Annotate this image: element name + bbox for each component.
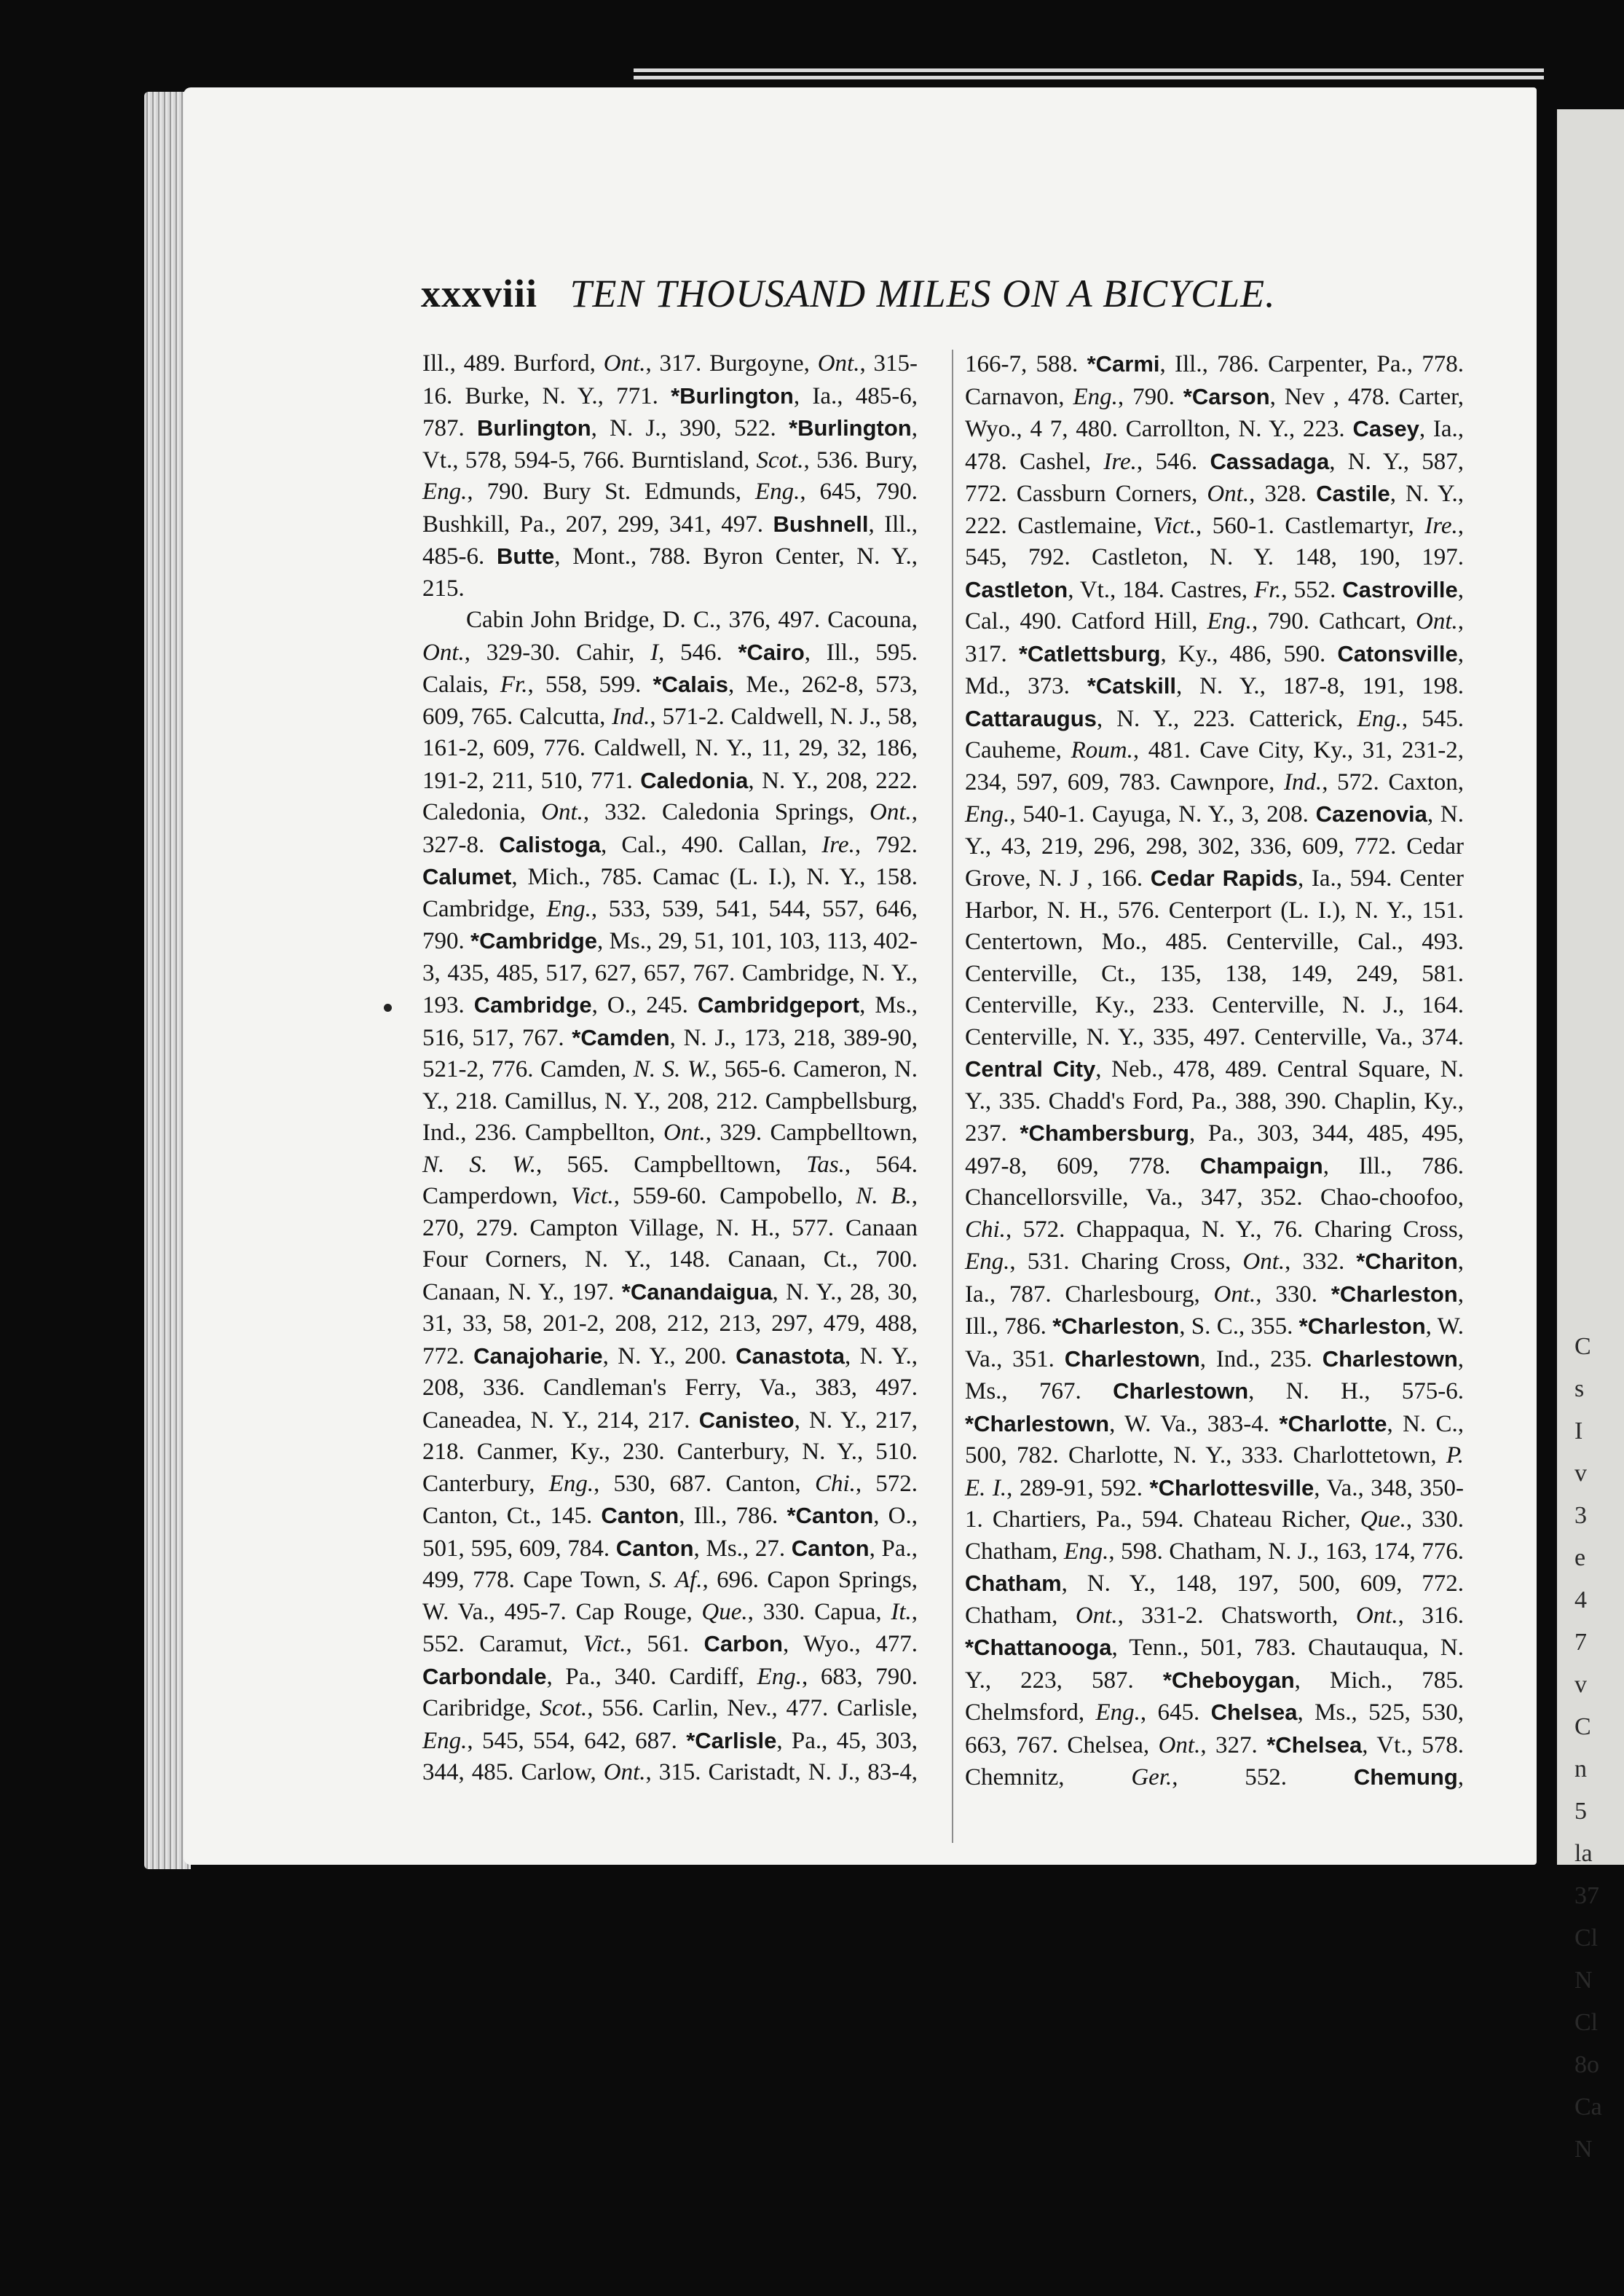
facing-page-fragment: 5 bbox=[1574, 1798, 1587, 1825]
spine-rule-bottom bbox=[634, 76, 1544, 79]
facing-page-fragment: 7 bbox=[1574, 1629, 1587, 1656]
facing-page-fragment: s bbox=[1574, 1375, 1585, 1402]
facing-page-fragment: 4 bbox=[1574, 1587, 1587, 1613]
index-column-right bbox=[965, 348, 1464, 1794]
facing-page-fragment: v bbox=[1574, 1460, 1587, 1487]
facing-page-fragment: Cl bbox=[1574, 2009, 1599, 2036]
book-title: TEN THOUSAND MILES ON A BICYCLE. bbox=[569, 272, 1276, 315]
facing-page-fragment: 3 bbox=[1574, 1502, 1587, 1529]
facing-page-fragment: Cl bbox=[1574, 1925, 1599, 1951]
facing-page-fragment: 8o bbox=[1574, 2051, 1599, 2078]
facing-page-strip bbox=[1557, 109, 1624, 2163]
facing-page-fragment: N bbox=[1574, 2136, 1593, 2163]
index-paragraph: Ill., 489. Burford, Ont., 317. Burgoyne, Ont., 315-16. Burke, N. Y., 771. *Burlington, Ia., 485-6, 787. Burlington, N. J., 390, 522. *Burlington, Vt., 578, 594-5, 766. Burntisland, Scot., 536. Bury, Eng., 790. Bury St. Edmunds, Eng., 645, 790. Bushkill, Pa., 207, 299, 341, 497. Bushnell, Ill., 485-6. Butte, Mont., 788. Byron Center, N. Y., 215. bbox=[422, 350, 918, 602]
index-paragraph: Cabin John Bridge, D. C., 376, 497. Cacouna, Ont., 329-30. Cahir, I, 546. *Cairo, Ill., 595. Calais, Fr., 558, 599. *Calais, Me., 262-8, 573, 609, 765. Calcutta, Ind., 571-2. Caldwell, N. J., 58, 161-2, 609, 776. Caldwell, N. Y., 11, 29, 32, 186, 191-2, 211, 510, 771. Caledonia, N. Y., 208, 222. Caledonia, Ont., 332. Caledonia Springs, Ont., 327-8. Calistoga, Cal., 490. Callan, Ire., 792. Calumet, Mich., 785. Camac (L. I.), N. Y., 158. Cambridge, Eng., 533, 539, 541, 544, 557, 646, 790. *Cambridge, Ms., 29, 51, 101, 103, 113, 402-3, 435, 485, 517, 627, 657, 767. Cambridge, N. Y., 193. Cambridge, O., 245. Cambridgeport, Ms., 516, 517, 767. *Camden, N. J., 173, 218, 389-90, 521-2, 776. Camden, N. S. W., 565-6. Cameron, N. Y., 218. Camillus, N. Y., 208, 212. Campbellsburg, Ind., 236. Campbellton, Ont., 329. Campbelltown, N. S. W., 565. Campbelltown, Tas., 564. Camperdown, Vict., 559-60. Campobello, N. B., 270, 279. Campton Village, N. H., 577. Canaan Four Corners, N. Y., 148. Canaan, Ct., 700. Canaan, N. Y., 197. *Canandaigua, N. Y., 28, 30, 31, 33, 58, 201-2, 208, 212, 213, 297, 479, 488, 772. Canajoharie, N. Y., 200. Canastota, N. Y., 208, 336. Candleman's Ferry, Va., 383, 497. Caneadea, N. Y., 214, 217. Canisteo, N. Y., 217, 218. Canmer, Ky., 230. Canterbury, N. Y., 510. Canterbury, Eng., 530, 687. Canton, Chi., 572. Canton, Ct., 145. Canton, Ill., 786. *Canton, O., 501, 595, 609, 784. Canton, Ms., 27. Canton, Pa., 499, 778. Cape Town, S. Af., 696. Capon Springs, W. Va., 495-7. Cap Rouge, Que., 330. Capua, It., 552. Caramut, Vict., 561. Carbon, Wyo., 477. Carbondale, Pa., 340. Cardiff, Eng., 683, 790. Caribridge, Scot., 556. Carlin, Nev., 477. Carlisle, Eng., 545, 554, 642, 687. *Carlisle, Pa., 45, 303, 344, 485. Carlow, Ont., 315. Caristadt, N. J., 83-4, bbox=[422, 607, 918, 1785]
facing-page-fragment: e bbox=[1574, 1544, 1586, 1571]
facing-page-fragment: C bbox=[1574, 1713, 1591, 1740]
index-column-left bbox=[422, 348, 918, 1789]
facing-page-fragment: v bbox=[1574, 1671, 1587, 1698]
margin-dot bbox=[384, 1004, 392, 1012]
page-folio: xxxviii bbox=[421, 272, 538, 315]
facing-page-fragment: Ca bbox=[1574, 2093, 1602, 2120]
index-paragraph: 166-7, 588. *Carmi, Ill., 786. Carpenter, Pa., 778. Carnavon, Eng., 790. *Carson, Nev , 478. Carter, Wyo., 4 7, 480. Carrollton, N. Y., 223. Casey, Ia., 478. Cashel, Ire., 546. Cassadaga, N. Y., 587, 772. Cassburn Corners, Ont., 328. Castile, N. Y., 222. Castlemaine, Vict., 560-1. Castlemartyr, Ire., 545, 792. Castleton, N. Y. 148, 190, 197. Castleton, Vt., 184. Castres, Fr., 552. Castroville, Cal., 490. Catford Hill, Eng., 790. Cathcart, Ont., 317. *Catlettsburg, Ky., 486, 590. Catonsville, Md., 373. *Catskill, N. Y., 187-8, 191, 198. Cattaraugus, N. Y., 223. Catterick, Eng., 545. Cauheme, Roum., 481. Cave City, Ky., 31, 231-2, 234, 597, 609, 783. Cawnpore, Ind., 572. Caxton, Eng., 540-1. Cayuga, N. Y., 3, 208. Cazenovia, N. Y., 43, 219, 296, 298, 302, 336, 609, 772. Cedar Grove, N. J , 166. Cedar Rapids, Ia., 594. Center Harbor, N. H., 576. Centerport (L. I.), N. Y., 151. Centertown, Mo., 485. Centerville, Cal., 493. Centerville, Ct., 135, 138, 149, 249, 581. Centerville, Ky., 233. Centerville, N. J., 164. Centerville, N. Y., 335, 497. Centerville, Va., 374. Central City, Neb., 478, 489. Central Square, N. Y., 335. Chadd's Ford, Pa., 388, 390. Chaplin, Ky., 237. *Chambersburg, Pa., 303, 344, 485, 495, 497-8, 609, 778. Champaign, Ill., 786. Chancellorsville, Va., 347, 352. Chao-choofoo, Chi., 572. Chappaqua, N. Y., 76. Charing Cross, Eng., 531. Charing Cross, Ont., 332. *Chariton, Ia., 787. Charlesbourg, Ont., 330. *Charleston, Ill., 786. *Charleston, S. C., 355. *Charleston, W. Va., 351. Charlestown, Ind., 235. Charlestown, Ms., 767. Charlestown, N. H., 575-6. *Charlestown, W. Va., 383-4. *Charlotte, N. C., 500, 782. Charlotte, N. Y., 333. Charlottetown, P. E. I., 289-91, 592. *Charlottesville, Va., 348, 350-1. Chartiers, Pa., 594. Chateau Richer, Que., 330. Chatham, Eng., 598. Chatham, N. J., 163, 174, 776. Chatham, N. Y., 148, 197, 500, 609, 772. Chatham, Ont., 331-2. Chatsworth, Ont., 316. *Chattanooga, Tenn., 501, 783. Chautauqua, N. Y., 223, 587. *Cheboygan, Mich., 785. Chelmsford, Eng., 645. Chelsea, Ms., 525, 530, 663, 767. Chelsea, Ont., 327. *Chelsea, Vt., 578. Chemnitz, Ger., 552. Chemung, bbox=[965, 351, 1465, 1790]
facing-page-fragment: la bbox=[1574, 1840, 1593, 1867]
facing-page-fragment: n bbox=[1574, 1756, 1587, 1782]
facing-page-fragment: N bbox=[1574, 1967, 1593, 1994]
facing-page-fragment: C bbox=[1574, 1333, 1591, 1360]
running-header bbox=[421, 271, 1331, 316]
spine-rule-top bbox=[634, 68, 1544, 72]
facing-page-fragment: 37 bbox=[1574, 1882, 1599, 1909]
facing-page-fragment: I bbox=[1574, 1418, 1583, 1444]
column-divider bbox=[952, 350, 953, 1843]
